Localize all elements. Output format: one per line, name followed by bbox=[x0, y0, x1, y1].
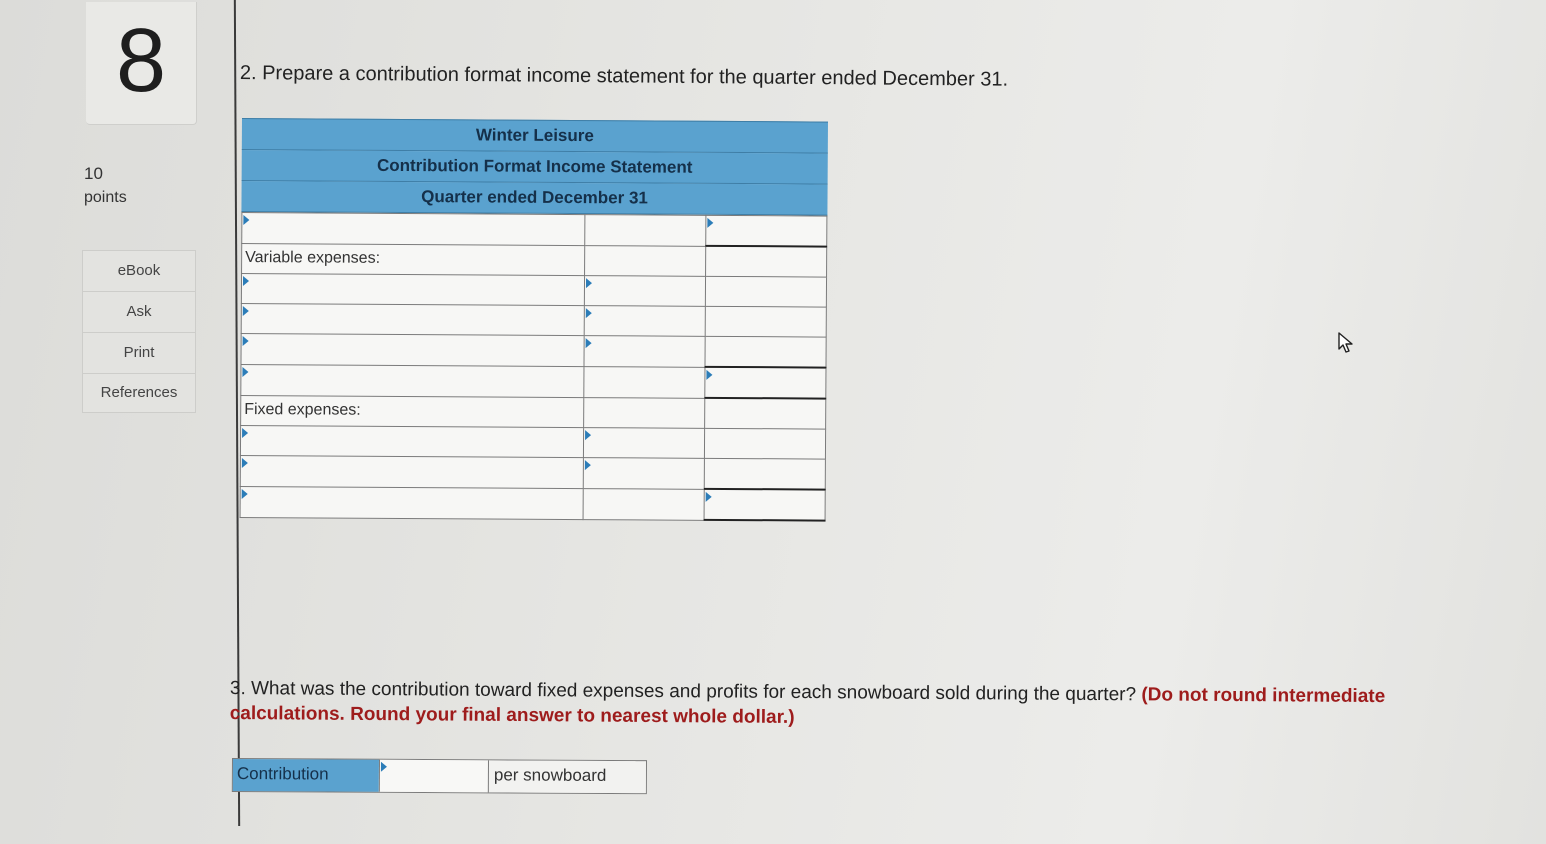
contribution-label: Contribution bbox=[233, 759, 379, 792]
variable-expenses-label: Variable expenses: bbox=[242, 243, 586, 276]
total-cell bbox=[705, 336, 826, 367]
amount-cell bbox=[584, 397, 705, 428]
dropdown-marker-icon bbox=[706, 492, 712, 502]
dropdown-marker-icon bbox=[243, 306, 249, 316]
points-block bbox=[84, 162, 127, 210]
row-label-input[interactable] bbox=[240, 455, 584, 488]
total-cell bbox=[706, 246, 827, 277]
contribution-row bbox=[232, 758, 647, 794]
dropdown-marker-icon bbox=[708, 218, 714, 228]
total-cell bbox=[705, 428, 826, 459]
total-cell bbox=[705, 306, 826, 337]
dropdown-marker-icon bbox=[586, 338, 592, 348]
statement-grid bbox=[240, 212, 828, 522]
rounding-note: (Do not round intermediate calculations. Round your final answer to nearest whole dollar.) bbox=[229, 684, 1386, 728]
amount-input[interactable] bbox=[584, 336, 705, 367]
print-button[interactable]: Print bbox=[82, 332, 196, 373]
dropdown-marker-icon bbox=[243, 276, 249, 286]
row-label-input[interactable] bbox=[241, 364, 585, 397]
references-button[interactable]: References bbox=[82, 373, 196, 413]
dropdown-marker-icon bbox=[586, 278, 592, 288]
table-row bbox=[240, 455, 825, 489]
table-row bbox=[242, 213, 827, 247]
part3-prompt bbox=[230, 676, 1430, 734]
row-label-input[interactable] bbox=[241, 274, 585, 306]
part2-prompt: 2. Prepare a contribution format income statement for the quarter ended December 31. bbox=[239, 62, 1009, 91]
table-row bbox=[240, 425, 825, 459]
statement-company: Winter Leisure bbox=[242, 118, 828, 154]
table-row bbox=[241, 333, 826, 367]
row-label-input[interactable] bbox=[240, 425, 584, 457]
question-number: 8 bbox=[86, 2, 197, 125]
table-row bbox=[241, 274, 826, 308]
amount-cell bbox=[585, 215, 706, 246]
dropdown-marker-icon bbox=[242, 489, 248, 499]
per-snowboard-label: per snowboard bbox=[489, 760, 646, 793]
dropdown-marker-icon bbox=[242, 367, 248, 377]
statement-period: Quarter ended December 31 bbox=[241, 181, 827, 216]
amount-input[interactable] bbox=[584, 428, 705, 459]
mouse-pointer-icon bbox=[1338, 332, 1354, 354]
fixed-expenses-label: Fixed expenses: bbox=[241, 395, 585, 428]
part3-question: 3. What was the contribution toward fixed expenses and profits for each snowboard sold during the quarter? bbox=[229, 677, 1142, 706]
dropdown-marker-icon bbox=[586, 308, 592, 318]
sidebar-tools bbox=[82, 250, 196, 413]
total-cell bbox=[706, 276, 827, 307]
row-label-input[interactable] bbox=[242, 213, 586, 246]
amount-cell bbox=[584, 488, 705, 520]
dropdown-marker-icon bbox=[242, 458, 248, 468]
ebook-button[interactable]: eBook bbox=[82, 250, 196, 291]
income-statement bbox=[240, 118, 828, 522]
amount-input[interactable] bbox=[584, 458, 705, 489]
ask-button[interactable]: Ask bbox=[82, 291, 196, 332]
table-row bbox=[241, 364, 826, 399]
dropdown-marker-icon bbox=[585, 460, 591, 470]
dropdown-marker-icon bbox=[243, 336, 249, 346]
row-label-input[interactable] bbox=[240, 486, 584, 519]
table-row bbox=[241, 303, 826, 337]
amount-input[interactable] bbox=[585, 306, 706, 337]
total-input[interactable] bbox=[705, 367, 826, 399]
points-value: 10 bbox=[84, 164, 103, 183]
row-label-input[interactable] bbox=[241, 333, 585, 366]
dropdown-marker-icon bbox=[707, 370, 713, 380]
contribution-input[interactable] bbox=[379, 760, 489, 793]
dropdown-marker-icon bbox=[381, 762, 387, 772]
amount-cell bbox=[584, 366, 705, 398]
table-row bbox=[242, 243, 827, 277]
amount-cell bbox=[585, 245, 706, 276]
total-input[interactable] bbox=[704, 489, 825, 521]
dropdown-marker-icon bbox=[243, 215, 249, 225]
dropdown-marker-icon bbox=[242, 428, 248, 438]
table-row bbox=[240, 486, 825, 521]
statement-title: Contribution Format Income Statement bbox=[242, 150, 828, 185]
dropdown-marker-icon bbox=[586, 430, 592, 440]
total-cell bbox=[705, 398, 826, 429]
total-input[interactable] bbox=[706, 215, 827, 246]
amount-input[interactable] bbox=[585, 276, 706, 307]
row-label-input[interactable] bbox=[241, 303, 585, 335]
total-cell bbox=[704, 458, 825, 489]
table-row bbox=[241, 395, 826, 429]
points-label: points bbox=[84, 189, 127, 206]
